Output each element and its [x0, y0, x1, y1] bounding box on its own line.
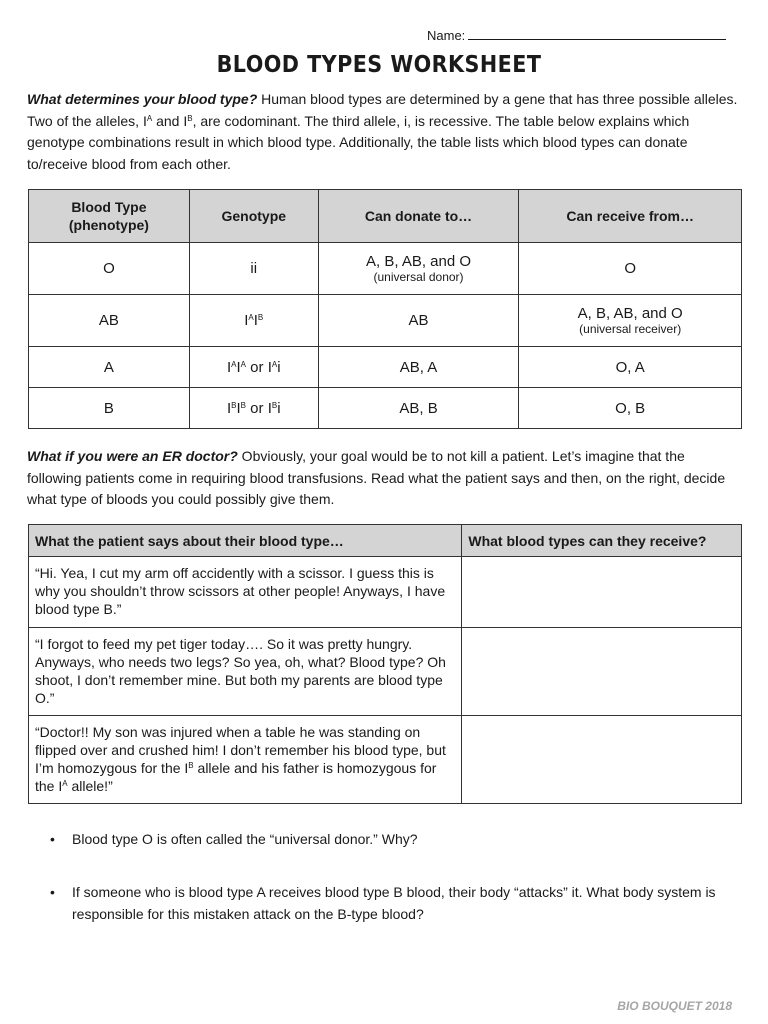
quote-text-3: allele!”	[67, 778, 113, 794]
genotype-base: I	[244, 312, 249, 329]
blood-type-cell: AB	[29, 295, 190, 347]
donate-cell: AB, A	[318, 347, 519, 388]
table-row	[29, 628, 742, 716]
genotype-sup: B	[231, 400, 237, 410]
table-row	[29, 347, 742, 388]
donate-cell	[318, 243, 519, 295]
genotype-sup: B	[271, 400, 278, 410]
er-paragraph	[27, 446, 743, 511]
table-row	[29, 716, 742, 804]
intro-sup-b: B	[187, 113, 193, 123]
genotype-sup: A	[231, 359, 237, 369]
quote-sup-a: A	[62, 779, 68, 788]
table-row	[29, 295, 742, 347]
header-genotype: Genotype	[189, 190, 318, 243]
receive-cell: O	[519, 243, 742, 295]
genotype-cell	[189, 295, 318, 347]
answer-cell[interactable]	[462, 557, 742, 628]
list-item: • Blood type O is often called the “universal donor.” Why?	[50, 828, 740, 850]
genotype-base: I	[226, 399, 232, 417]
donate-cell: AB, B	[318, 388, 519, 429]
header-can-receive-answer: What blood types can they receive?	[462, 525, 742, 557]
genotype-cell	[189, 388, 318, 429]
genotype-or: or	[246, 358, 268, 376]
quote-text-1: “Doctor!! My son was injured when a table he was standing on flipped over and crushed him! I don’t remember his blood type, but I’m homozygous for the I	[35, 724, 446, 776]
quote-text-2: allele and his father is homozygous for the I	[35, 760, 437, 794]
list-item: • If someone who is blood type A receives blood type B blood, their body “attacks” it. What body system is responsible for this mistaken attack on the B-type blood?	[50, 881, 740, 925]
header-blood-type	[29, 190, 190, 243]
intro-paragraph	[27, 89, 743, 175]
genotype-cell: ii	[189, 243, 318, 295]
genotype-sup: B	[257, 313, 264, 322]
blood-type-cell: B	[29, 388, 190, 429]
genotype-sup: A	[271, 359, 278, 369]
receive-cell: O, B	[519, 388, 742, 429]
blood-type-cell: O	[29, 243, 190, 295]
blood-type-table	[28, 189, 742, 429]
table-row	[29, 388, 742, 429]
genotype-recessive: i	[277, 399, 281, 417]
name-field[interactable]	[427, 28, 726, 43]
question-list	[50, 828, 740, 925]
patient-quote-cell: “I forgot to feed my pet tiger today…. So it was pretty hungry. Anyways, who needs two legs? So yea, oh, what? Blood type? Oh shoot, I don’t remember mine. But both my parents are blood type O.”	[29, 628, 462, 716]
patient-table-header-row	[29, 525, 742, 557]
genotype-base: I	[267, 399, 272, 417]
intro-text-3: , are codominant. The third allele, i, is recessive. The table below explains which genotype combinations result in which blood type. Additionally, the table lists which blood types can donate to/receive blood from each other.	[27, 112, 690, 172]
genotype-cell	[189, 347, 318, 388]
name-blank-line[interactable]	[468, 28, 726, 40]
footer-credit: BIO BOUQUET 2018	[617, 999, 732, 1013]
header-can-receive: Can receive from…	[519, 190, 742, 243]
intro-text-1: Human blood types are determined by a gene that has three possible alleles. Two of the alleles, I	[27, 91, 738, 129]
patient-table	[28, 524, 742, 804]
genotype-base: I	[226, 358, 232, 376]
genotype-sup: A	[240, 359, 246, 369]
table-row	[29, 557, 742, 628]
table-row	[29, 243, 742, 295]
header-patient-says: What the patient says about their blood type…	[29, 525, 462, 557]
intro-text-2: and I	[152, 112, 188, 129]
er-text: Obviously, your goal would be to not kill a patient. Let’s imagine that the following patients come in requiring blood transfusions. Read what the patient says and then, on the right, decide what type of bloods you could possibly give them.	[27, 448, 726, 507]
receive-cell: O, A	[519, 347, 742, 388]
intro-lead: What determines your blood type?	[27, 91, 258, 107]
genotype-base: I	[253, 312, 258, 329]
donate-cell: AB	[318, 295, 519, 347]
blood-table-header-row	[29, 190, 742, 243]
genotype-sup: B	[240, 400, 246, 410]
genotype-base: I	[267, 358, 272, 376]
universal-donor-note: (universal donor)	[373, 270, 464, 284]
patient-quote-cell: “Hi. Yea, I cut my arm off accidently with a scissor. I guess this is why you shouldn’t throw scissors at other people! Anyways, I have blood type B.”	[29, 557, 462, 628]
universal-receiver-note: (universal receiver)	[579, 322, 682, 336]
intro-sup-a: A	[146, 113, 153, 123]
quote-sup-b: B	[188, 761, 194, 770]
header-can-donate: Can donate to…	[318, 190, 519, 243]
header-blood-type-line1: Blood Type	[71, 199, 147, 215]
genotype-or: or	[246, 399, 268, 417]
page-title: BLOOD TYPES WORKSHEET	[216, 52, 542, 78]
genotype-recessive: i	[277, 358, 281, 376]
receive-cell	[519, 295, 742, 347]
name-label: Name:	[427, 28, 466, 43]
er-lead: What if you were an ER doctor?	[27, 448, 238, 464]
header-blood-type-line2: (phenotype)	[68, 217, 149, 233]
donate-text: A, B, AB, and O	[365, 253, 472, 270]
answer-cell[interactable]	[462, 628, 742, 716]
answer-cell[interactable]	[462, 716, 742, 804]
genotype-sup: A	[248, 313, 254, 322]
blood-type-cell: A	[29, 347, 190, 388]
patient-quote-cell	[29, 716, 462, 804]
genotype-base: I	[236, 358, 241, 376]
receive-text: A, B, AB, and O	[577, 305, 683, 322]
genotype-base: I	[236, 399, 241, 417]
